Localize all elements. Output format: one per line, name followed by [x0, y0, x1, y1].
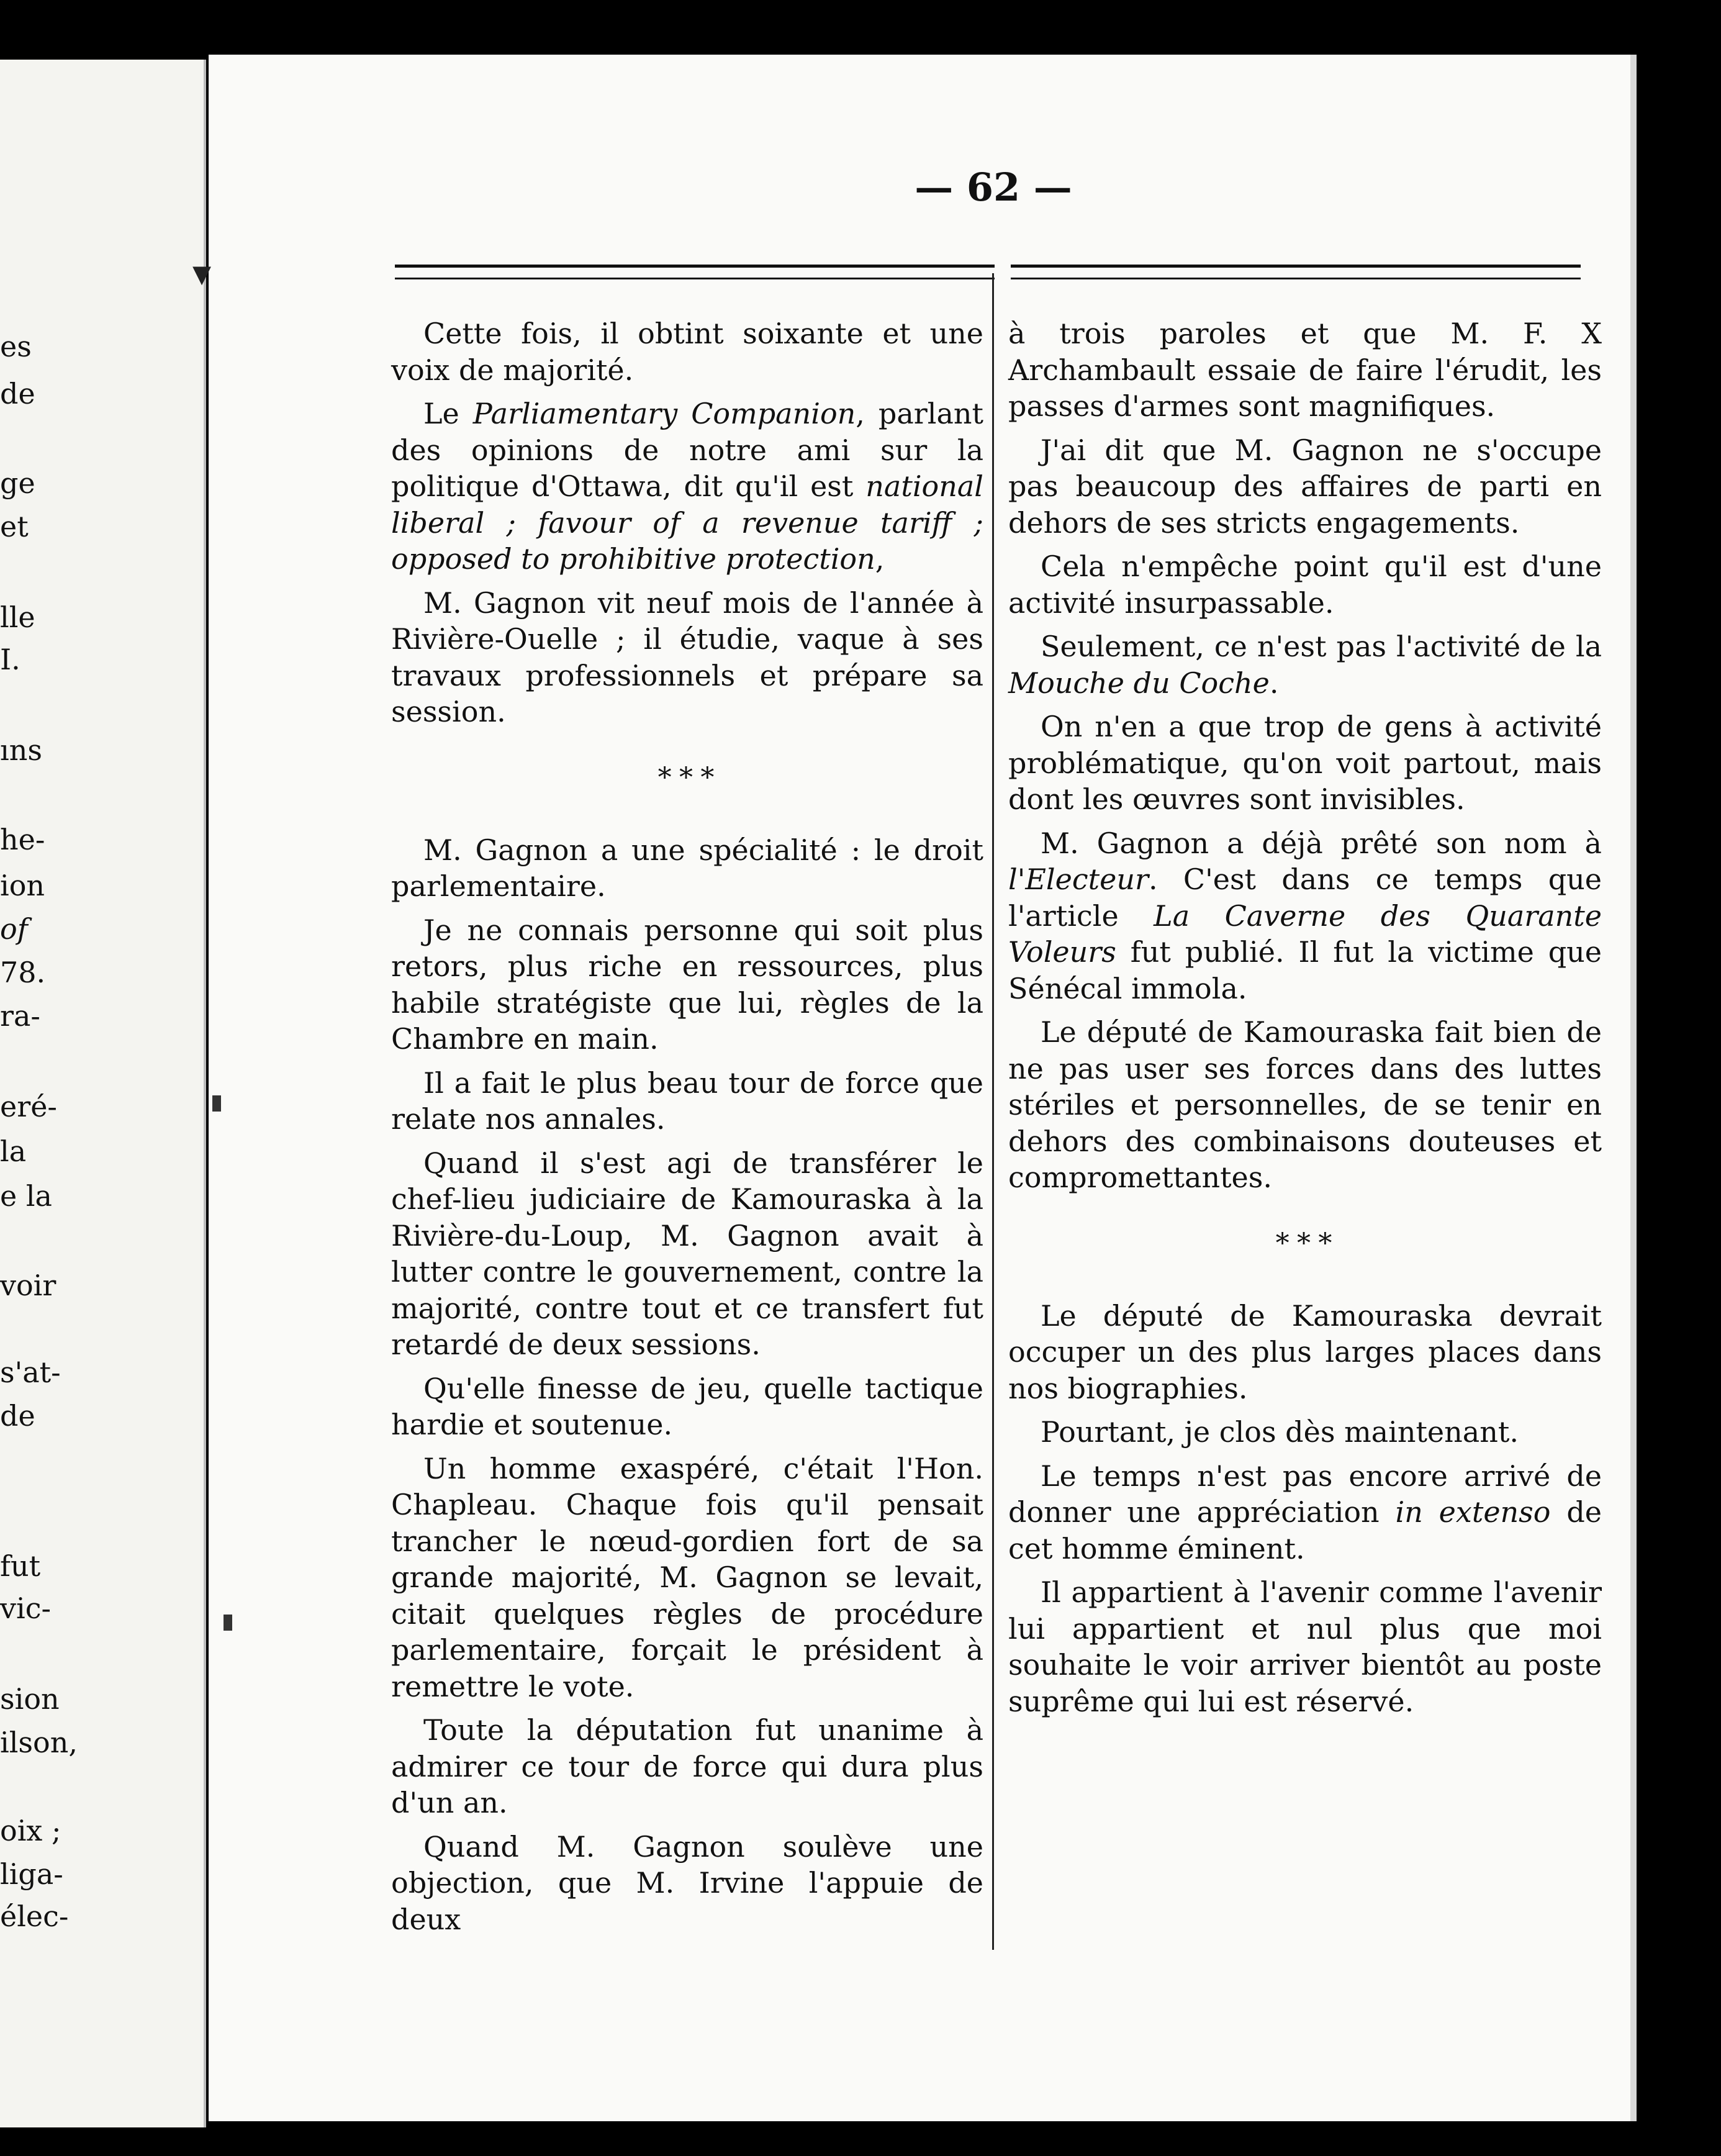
paragraph: Il a fait le plus beau tour de force que relate nos annales.	[391, 1066, 983, 1136]
margin-fragment: ıns	[0, 733, 42, 767]
margin-fragment: eré-	[0, 1090, 57, 1123]
section-separator: * * *	[1275, 1227, 1335, 1259]
margin-fragment: sion	[0, 1682, 60, 1716]
margin-fragment: la	[0, 1135, 27, 1168]
binding-gutter	[204, 60, 206, 2127]
margin-fragment: oix ;	[0, 1814, 61, 1847]
left-column	[391, 315, 983, 1945]
binding-mark	[224, 1615, 232, 1631]
margin-fragment: s'at-	[0, 1356, 61, 1389]
facing-page	[0, 60, 206, 2127]
margin-fragment: of	[0, 912, 28, 946]
margin-fragment: ra-	[0, 999, 40, 1033]
paragraph: Quand M. Gagnon soulève une objection, que M. Irvine l'appuie de deux	[391, 1829, 983, 1936]
paragraph: Quand il s'est agi de transférer le chef-lieu judiciaire de Kamouraska à la Rivière-du-Loup, M. Gagnon avait à lutter contre le gouvernement, contre la majorité, contre tout et ce transfert fut retardé de deux sessions.	[391, 1146, 983, 1361]
paragraph: Le Parliamentary Companion, parlant des opinions de notre ami sur la politique d'Ottawa, dit qu'il est national liberal ; favour of a revenue tariff ; opposed to prohibitive protection,	[391, 397, 983, 576]
paragraph: Cette fois, il obtint soixante et une voix de majorité.	[391, 317, 983, 387]
paragraph: Le temps n'est pas encore arrivé de donner une appréciation in extenso de cet homme éminent.	[1008, 1459, 1602, 1565]
paragraph: Le député de Kamouraska devrait occuper un des plus larges places dans nos biographies.	[1008, 1298, 1602, 1405]
margin-fragment: es	[0, 330, 32, 363]
paragraph: Qu'elle finesse de jeu, quelle tactique hardie et soutenue.	[391, 1371, 983, 1441]
paragraph: M. Gagnon a déjà prêté son nom à l'Electeur. C'est dans ce temps que l'article La Caverne des Quarante Voleurs fut publié. Il fut la victime que Sénécal immola.	[1008, 826, 1602, 1005]
margin-fragment: élec-	[0, 1900, 69, 1933]
paragraph: Seulement, ce n'est pas l'activité de la Mouche du Coche.	[1008, 630, 1602, 700]
page-edge	[1630, 55, 1637, 2121]
header-rule-left	[395, 265, 995, 279]
margin-fragment: fut	[0, 1549, 41, 1583]
column-divider	[992, 273, 994, 1950]
binding-mark	[212, 1095, 221, 1112]
section-separator: * * *	[657, 761, 717, 794]
paragraph: à trois paroles et que M. F. X Archambault essaie de faire l'érudit, les passes d'armes sont magnifiques.	[1008, 317, 1602, 423]
margin-fragment: e la	[0, 1179, 52, 1213]
header-rule-right-b	[1245, 265, 1581, 279]
margin-fragment: liga-	[0, 1857, 63, 1891]
paragraph: Je ne connais personne qui soit plus retors, plus riche en ressources, plus habile stratégiste que lui, règles de la Chambre en main.	[391, 913, 983, 1056]
paragraph: M. Gagnon a une spécialité : le droit parlementaire.	[391, 833, 983, 903]
margin-fragment: ion	[0, 869, 45, 902]
margin-fragment: vic-	[0, 1592, 52, 1625]
paragraph: Un homme exaspéré, c'était l'Hon. Chapleau. Chaque fois qu'il pensait trancher le nœud-gordien fort de sa grande majorité, M. Gagnon se levait, citait quelques règles de procédure parlementaire, forçait le président à remettre le vote.	[391, 1451, 983, 1703]
page-number: — 62 —	[915, 165, 1072, 210]
margin-fragment: 78.	[0, 956, 46, 989]
paragraph: Le député de Kamouraska fait bien de ne pas user ses forces dans des luttes stériles et personnelles, de se tenir en dehors des combinaisons douteuses et compromettantes.	[1008, 1015, 1602, 1194]
paragraph: Toute la députation fut unanime à admirer ce tour de force qui dura plus d'un an.	[391, 1713, 983, 1819]
margin-fragment: voir	[0, 1269, 56, 1302]
paragraph: Pourtant, je clos dès maintenant.	[1041, 1415, 1519, 1449]
right-column	[1008, 315, 1602, 1727]
margin-fragment: et	[0, 510, 29, 543]
paragraph: Cela n'empêche point qu'il est d'une activité insurpassable.	[1008, 550, 1602, 620]
margin-fragment: de	[0, 377, 35, 410]
margin-fragment: ilson,	[0, 1726, 78, 1759]
margin-fragment: I.	[0, 643, 20, 676]
paragraph: J'ai dit que M. Gagnon ne s'occupe pas beaucoup des affaires de parti en dehors de ses stricts engagements.	[1008, 433, 1602, 540]
paragraph: M. Gagnon vit neuf mois de l'année à Rivière-Ouelle ; il étudie, vaque à ses travaux professionnels et prépare sa session.	[391, 586, 983, 728]
paragraph: On n'en a que trop de gens à activité problématique, qu'on voit partout, mais dont les œuvres sont invisibles.	[1008, 710, 1602, 816]
margin-fragment: lle	[0, 600, 35, 634]
header-rule-right-a	[1011, 265, 1259, 279]
margin-fragment: de	[0, 1399, 35, 1433]
paragraph: Il appartient à l'avenir comme l'avenir lui appartient et nul plus que moi souhaite le voir arriver bientôt au poste suprême qui lui est réservé.	[1008, 1575, 1602, 1718]
margin-fragment: ge	[0, 466, 35, 500]
margin-fragment: he-	[0, 823, 45, 856]
gutter-mark: ▾	[192, 251, 212, 295]
